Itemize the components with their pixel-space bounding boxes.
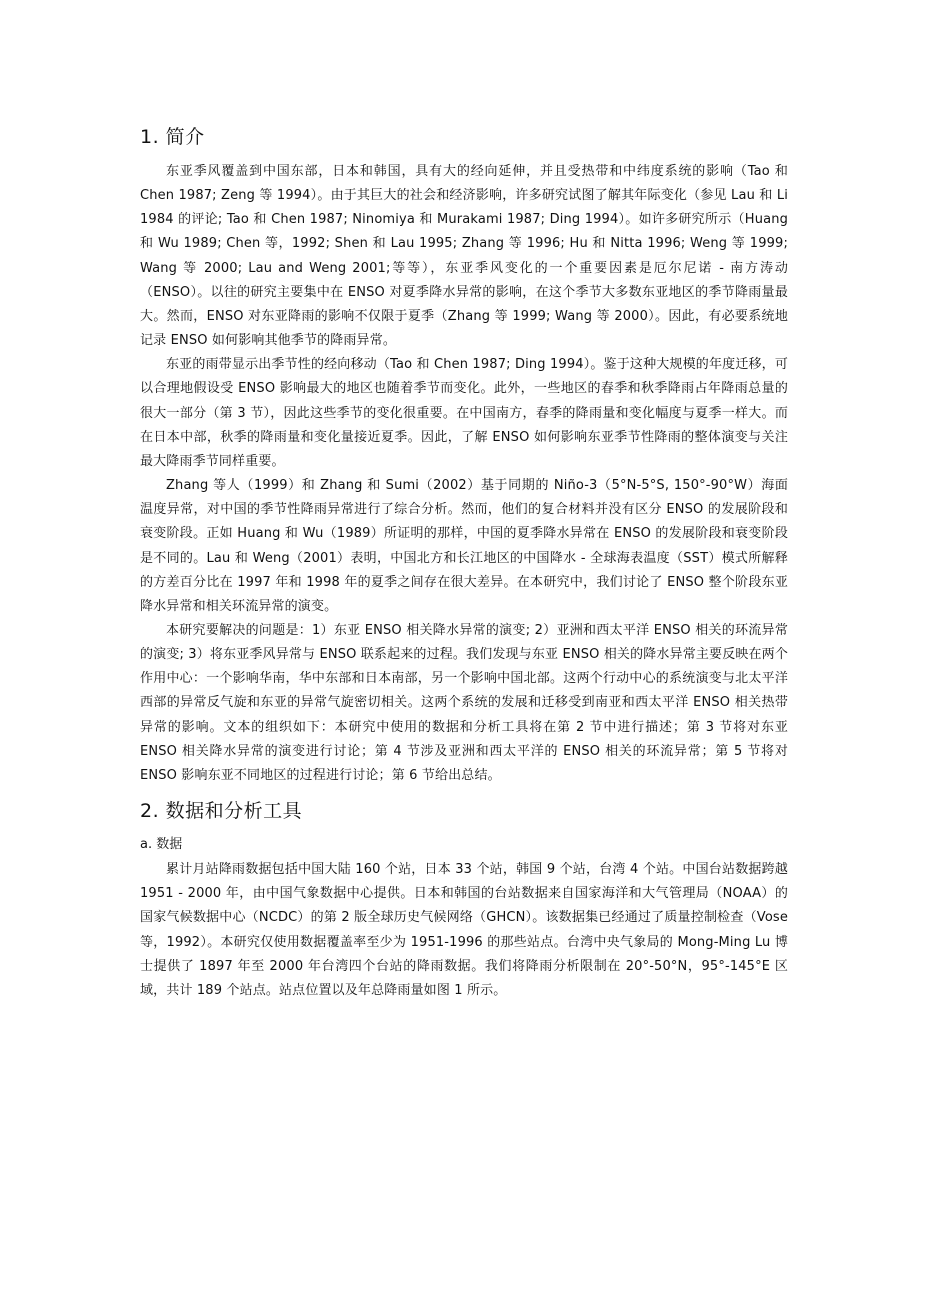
intro-paragraph-3: Zhang 等人（1999）和 Zhang 和 Sumi（2002）基于同期的 Niño-3（5°N-5°S, 150°-90°W）海面温度异常，对中国的季节性降雨异常进行了综合分析。然而，他们的复合材料并没有区分 ENSO 的发展阶段和衰变阶段。正如 Huang 和 Wu（1989）所证明的那样，中国的夏季降水异常在 ENSO 的发展阶段和衰变阶段是不同的。Lau 和 Weng（2001）表明，中国北方和长江地区的中国降水 - 全球海表温度（SST）模式所解释的方差百分比在 1997 年和 1998 年的夏季之间存在很大差异。在本研究中，我们讨论了 ENSO 整个阶段东亚降水异常和相关环流异常的演变。 <box>140 478 788 614</box>
subsection-a-title: a. 数据 <box>140 837 183 853</box>
data-paragraph-1: 累计月站降雨数据包括中国大陆 160 个站，日本 33 个站，韩国 9 个站，台湾 4 个站。中国台站数据跨越 1951 - 2000 年，由中国气象数据中心提供。日本和韩国的台站数据来自国家海洋和大气管理局（NOAA）的国家气候数据中心（NCDC）的第 2 版全球历史气候网络（GHCN）。该数据集已经通过了质量控制检查（Vose 等，1992）。本研究仅使用数据覆盖率至少为 1951-1996 的那些站点。台湾中央气象局的 Mong-Ming Lu 博士提供了 1897 年至 2000 年台湾四个台站的降雨数据。我们将降雨分析限制在 20°-50°N，95°-145°E 区域，共计 189 个站点。站点位置以及年总降雨量如图 1 所示。 <box>140 862 788 998</box>
section-2-title: 2. 数据和分析工具 <box>140 800 303 823</box>
section-1-title: 1. 简介 <box>140 126 205 148</box>
intro-paragraph-2: 东亚的雨带显示出季节性的经向移动（Tao 和 Chen 1987; Ding 1994）。鉴于这种大规模的年度迁移，可以合理地假设受 ENSO 影响最大的地区也随着季节而变化。此外，一些地区的春季和秋季降雨占年降雨总量的很大一部分（第 3 节），因此这些季节的变化很重要。在中国南方，春季的降雨量和变化幅度与夏季一样大。而在日本中部，秋季的降雨量和变化量接近夏季。因此，了解 ENSO 如何影响东亚季节性降雨的整体演变与关注最大降雨季节同样重要。 <box>140 357 788 469</box>
document-page <box>140 122 788 1003</box>
intro-paragraph-1: 东亚季风覆盖到中国东部，日本和韩国，具有大的经向延伸，并且受热带和中纬度系统的影响（Tao 和 Chen 1987; Zeng 等 1994）。由于其巨大的社会和经济影响，许多研究试图了解其年际变化（参见 Lau 和 Li 1984 的评论; Tao 和 Chen 1987; Ninomiya 和 Murakami 1987; Ding 1994）。如许多研究所示（Huang 和 Wu 1989; Chen 等，1992; Shen 和 Lau 1995; Zhang 等 1996; Hu 和 Nitta 1996; Weng 等 1999; Wang 等 2000; Lau and Weng 2001;等等），东亚季风变化的一个重要因素是厄尔尼诺 - 南方涛动（ENSO）。以往的研究主要集中在 ENSO 对夏季降水异常的影响，在这个季节大多数东亚地区的季节降雨量最大。然而，ENSO 对东亚降雨的影响不仅限于夏季（Zhang 等 1999; Wang 等 2000）。因此，有必要系统地记录 ENSO 如何影响其他季节的降雨异常。 <box>140 164 788 349</box>
intro-paragraph-4: 本研究要解决的问题是：1）东亚 ENSO 相关降水异常的演变; 2）亚洲和西太平洋 ENSO 相关的环流异常的演变; 3）将东亚季风异常与 ENSO 联系起来的过程。我们发现与东亚 ENSO 相关的降水异常主要反映在两个作用中心：一个影响华南，华中东部和日本南部，另一个影响中国北部。这两个行动中心的系统演变与北太平洋西部的异常反气旋和东亚的异常气旋密切相关。这两个系统的发展和迁移受到南亚和西太平洋 ENSO 相关热带异常的影响。文本的组织如下：本研究中使用的数据和分析工具将在第 2 节中进行描述；第 3 节将对东亚 ENSO 相关降水异常的演变进行讨论；第 4 节涉及亚洲和西太平洋的 ENSO 相关的环流异常；第 5 节将对 ENSO 影响东亚不同地区的过程进行讨论；第 6 节给出总结。 <box>140 622 788 783</box>
